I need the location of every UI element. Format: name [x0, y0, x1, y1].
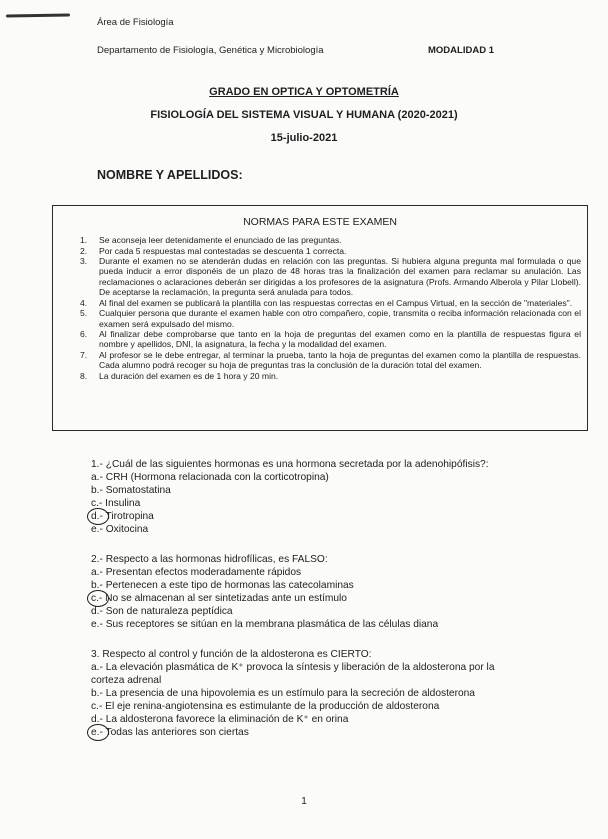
answer-option: e.- Sus receptores se sitúan en la membrana plasmática de las células diana	[91, 619, 439, 630]
answer-option: d.- La aldosterona favorece la eliminación de K⁺ en orina	[91, 714, 349, 725]
header-area: Área de Fisiología	[97, 17, 174, 28]
rule-item: 5. Cualquier persona que durante el examen hable con otro compañero, copie, transmita o reciba información relacionada con el examen será expulsado del mismo.	[80, 308, 581, 329]
selected-answer-circle	[87, 724, 109, 741]
answer-option: b.- Somatostatina	[91, 485, 171, 496]
rule-item: 8. La duración del examen es de 1 hora y 20 min.	[80, 370, 279, 381]
answer-option: d.- Son de naturaleza peptídica	[91, 606, 233, 617]
degree-title: GRADO EN OPTICA Y OPTOMETRÍA	[209, 86, 399, 98]
header-department: Departamento de Fisiología, Genética y Microbiología	[97, 45, 324, 56]
rules-title: NORMAS PARA ESTE EXAMEN	[243, 216, 397, 228]
answer-option: e.- Oxitocina	[91, 524, 149, 535]
question-stem: 1.- ¿Cuál de las siguientes hormonas es una hormona secretada por la adenohipófisis?:	[91, 459, 489, 470]
header-modality: MODALIDAD 1	[428, 45, 494, 56]
rule-item: 3. Durante el examen no se atenderán dudas en relación con las preguntas. Si hubiera alguna pregunta mal formulada o que pueda inducir a error disponéis de un plazo de 48 horas tras la finalización del examen para reclamar su anulación. Las reclamaciones o aclaraciones deberán ser dirigidas a los profesores de la asignatura (Profs. Armando Alberola y Pilar Llobell). De aceptarse la reclamación, la pregunta será anulada para todos.	[80, 256, 581, 298]
rules-list	[63, 235, 581, 382]
rule-item: 2. Por cada 5 respuestas mal contestadas se descuenta 1 correcta.	[80, 245, 347, 256]
question-stem: 3. Respecto al control y función de la aldosterona es CIERTO:	[91, 649, 372, 660]
answer-option-selected: e.- Todas las anteriores son ciertas	[91, 726, 511, 739]
answer-option: a.- Presentan efectos moderadamente rápidos	[91, 567, 302, 578]
rules-box	[52, 205, 588, 431]
question-2	[91, 553, 531, 631]
question-1	[91, 458, 531, 536]
rule-item: 7. Al profesor se le debe entregar, al terminar la prueba, tanto la hoja de preguntas del examen como la plantilla de respuestas. Cada alumno podrá recoger su hoja de preguntas tras la conclusión de la duración total del examen.	[80, 350, 581, 371]
question-stem: 2.- Respecto a las hormonas hidrofílicas, es FALSO:	[91, 554, 328, 565]
answer-option: a.- La elevación plasmática de K⁺ provoca la síntesis y liberación de la aldosterona por la corteza adrenal	[91, 662, 495, 686]
rule-item: 1. Se aconseja leer detenidamente el enunciado de las preguntas.	[80, 235, 342, 245]
page-number: 1	[301, 796, 307, 807]
course-title: FISIOLOGÍA DEL SISTEMA VISUAL Y HUMANA (2020-2021)	[150, 109, 458, 121]
answer-option-selected: d.- Tirotropina	[91, 510, 531, 523]
scan-mark	[6, 13, 70, 17]
answer-option: c.- Insulina	[91, 498, 141, 509]
answer-option: c.- El eje renina-angiotensina es estimulante de la producción de aldosterona	[91, 701, 440, 712]
answer-option-selected: c.- No se almacenan al ser sintetizadas ante un estímulo	[91, 592, 531, 605]
name-label: NOMBRE Y APELLIDOS:	[97, 168, 243, 182]
question-3	[91, 648, 511, 739]
answer-option: a.- CRH (Hormona relacionada con la corticotropina)	[91, 472, 329, 483]
rule-item: 4. Al final del examen se publicará la plantilla con las respuestas correctas en el Campus Virtual, en la sección de "materiales".	[80, 297, 573, 308]
rule-item: 6. Al finalizar debe comprobarse que tanto en la hoja de preguntas del examen como en la plantilla de respuestas figura el nombre y apellidos, DNI, la asignatura, la fecha y la modalidad del examen.	[80, 329, 581, 350]
answer-option: b.- La presencia de una hipovolemia es un estímulo para la secreción de aldosterona	[91, 688, 475, 699]
answer-option: b.- Pertenecen a este tipo de hormonas las catecolaminas	[91, 580, 354, 591]
exam-date: 15-julio-2021	[270, 132, 338, 144]
